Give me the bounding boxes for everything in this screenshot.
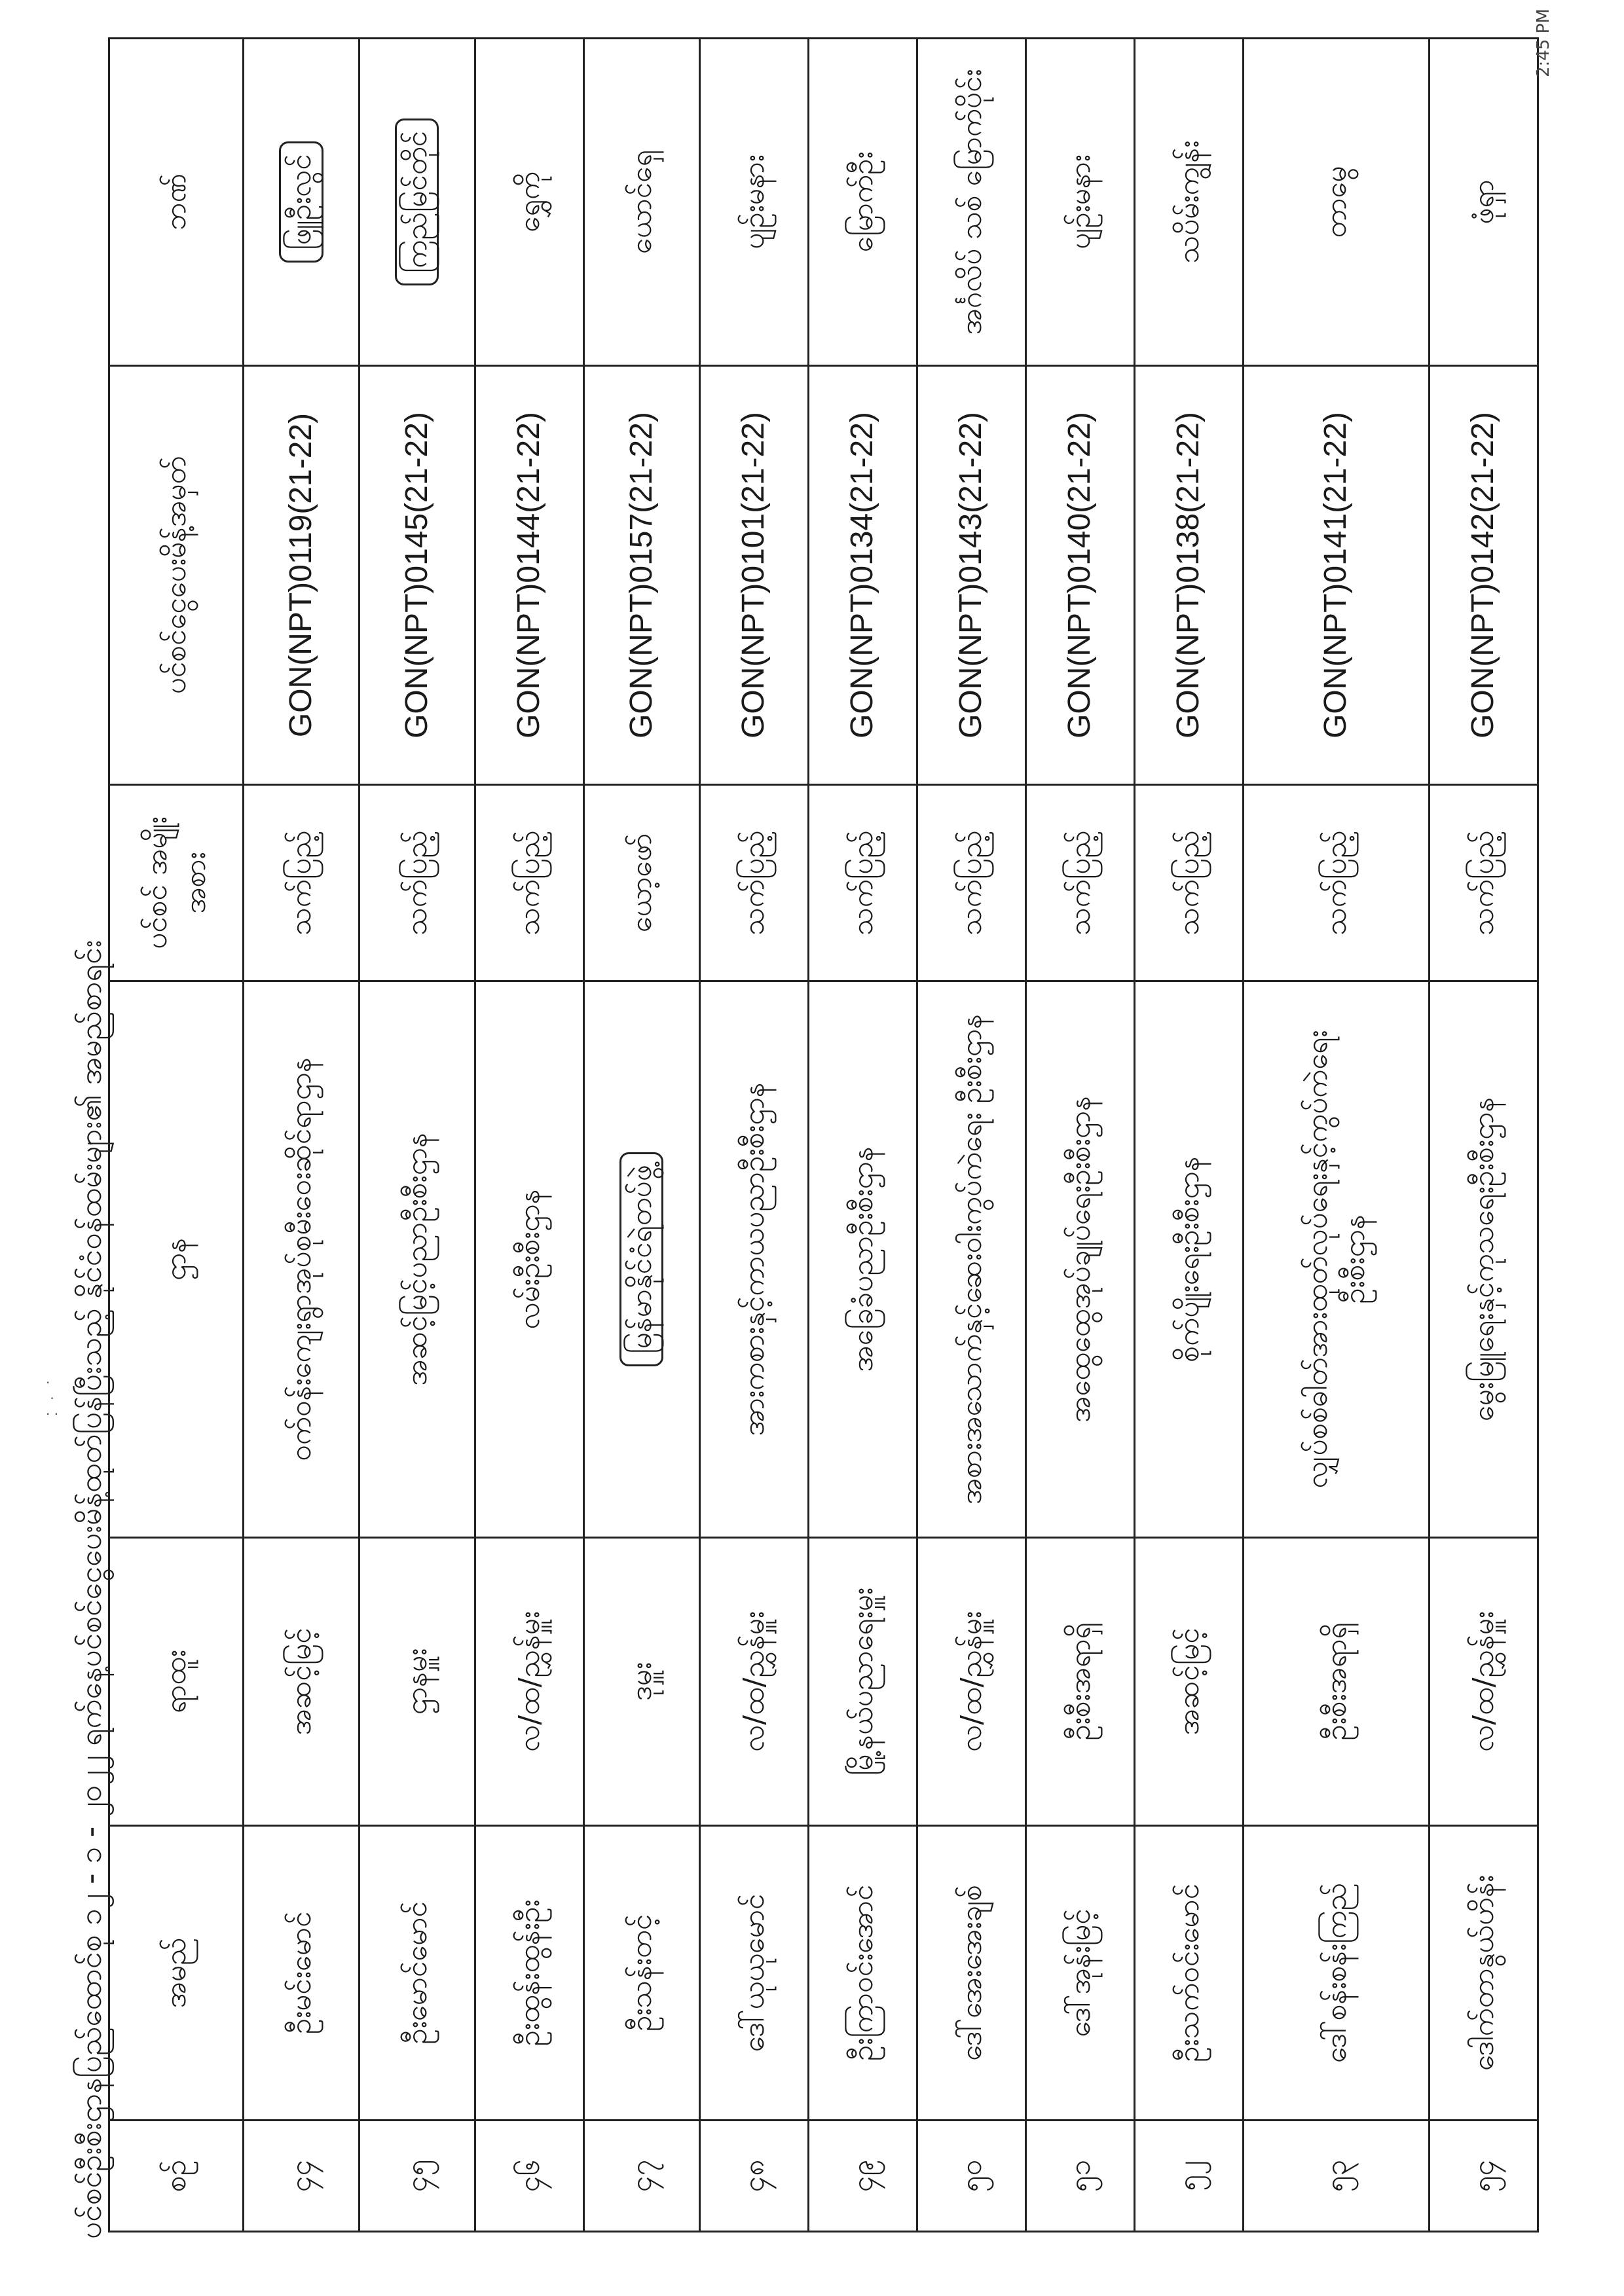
cell-rank: လ/ထ/ညွှန်မှူး [699,1538,808,1826]
cell-office: ပျဉ်းမနား [1026,39,1135,366]
cell-order-no: GON(NPT)0142(21-22) [1429,366,1538,785]
cell-rank: မြို့နယ်ပညာရေးမှူး [808,1538,917,1826]
cell-name: ဒေါ်အုန်းမြင့် [1026,1826,1135,2121]
cell-rank: လ/ထ/ညွှန်မှူး [917,1538,1025,1826]
cell-order-no: GON(NPT)0140(21-22) [1026,366,1135,785]
cell-pension-type: သက်ပြည့် [244,785,360,981]
cell-pension-type: သက်ပြည့် [917,785,1025,981]
cell-pension-type: သက်ပြည့် [1429,785,1538,981]
cell-no: ၅၁ [1026,2121,1135,2232]
cell-name: ဦးမောင်မောင် [359,1826,475,2121]
cell-rank: လ/ထ/ညွှန်မှူး [475,1538,583,1826]
office-label: ကြည်မြင်တိုင် [395,118,439,285]
header-order-no: ပင်စင်ငွေပေးမိန့်အမှတ် [109,366,244,785]
cell-no: ၅၀ [917,2121,1025,2232]
table-row [699,39,808,2232]
cell-department: အခြေခံပညာဦးစီးဌာန [808,981,917,1538]
cell-pension-type: သက်ပြည့် [699,785,808,981]
header-no: စဉ် [109,2121,244,2232]
cell-no: ၅၄ [1429,2121,1538,2232]
cell-order-no: GON(NPT)0144(21-22) [475,366,583,785]
cell-no: ၅၃ [1244,2121,1430,2232]
cell-rank: လ/ထ/ညွှန်မှူး [1429,1538,1538,1826]
cell-pension-type: သက်ပြည့် [359,785,475,981]
cell-name: ဦးသက်ဝင်းမောင် [1135,1826,1244,2121]
cell-order-no: GON(NPT)0138(21-22) [1135,366,1244,785]
cell-office: အင်္ဂလိပ် သစ် မြောက်ပိုင်း [917,39,1025,366]
scan-specks: · · · · [46,1375,59,1422]
cell-office: သပိမ်းကျွန်း [1135,39,1244,366]
cell-rank: အဆင့်မြင့် [244,1538,360,1826]
cell-name: ဦးထွန်းထွန်းဦး [475,1826,583,2121]
table-row [1429,39,1538,2232]
table-row [475,39,583,2232]
cell-no: ၄၄ [244,2121,360,2232]
cell-order-no: GON(NPT)0157(21-22) [583,366,699,785]
header-office: ဘဏ် [109,39,244,366]
cell-pension-type: သက်ပြည့် [808,785,917,981]
cell-no: ၅၂ [1135,2121,1244,2232]
cell-office: ယောင်ရှေ [583,39,699,366]
cell-office: ဖုံရှာ [1429,39,1538,366]
table-row [917,39,1025,2232]
cell-order-no: GON(NPT)0134(21-22) [808,366,917,785]
cell-department [583,981,699,1538]
cell-order-no: GON(NPT)0145(21-22) [359,366,475,785]
cell-department: လမ်းဦးစီးဌာန [475,981,583,1538]
cell-no: ၄၉ [808,2121,917,2232]
cell-department: အထွေထွေအုပ်ချုပ်ရေးဦးစီးဌာန [1026,981,1135,1538]
cell-office: တာမွေ [1244,39,1430,366]
cell-name: ဒေါ်ယုယုမောင် [699,1826,808,2121]
cell-order-no: GON(NPT)0143(21-22) [917,366,1025,785]
cell-pension-type: သက်ပြည့် [1026,785,1135,981]
cell-no: ၄၅ [359,2121,475,2232]
cell-pension-type: သက်ပြည့် [475,785,583,981]
cell-name: ဒေါက်တာနွယ်ဟိန်း [1429,1826,1538,2121]
pension-table [108,37,1539,2232]
cell-department: အစားအသောက်နှင့်ဆေးဝါးကွပ်ကဲရေး ဦးစီးဌာန [917,981,1025,1538]
cell-department: လျှပ်စစ်ဓါတ်အားထုတ်လုပ်ရေးနှင့်ကွပ်ကဲရေး ဦးစီးဌာန [1244,981,1430,1538]
cell-order-no: GON(NPT)0141(21-22) [1244,366,1430,785]
table-row [1244,39,1430,2232]
table-header-row [109,39,244,2232]
cell-no: ၄၇ [583,2121,699,2232]
page-title: ပင်စင်ဦးစီးဌာနပြည်ထောင်စု ၁၂ - ၁ - ၂၀၂၂ ရက်နေ့ပင်စင်ငွေပေးမိန့်ထုတ်ပြန်ပြီးသည့် နိုင်ငံဝန်ထမ်းများ၏ အမည်စာရင်း [73,939,108,2239]
cell-office: ပျဉ်းမနား [699,39,808,366]
pension-table-wrapper [108,39,1539,2232]
cell-department: ဝက်ဝန်းကျေးရွာအုပ်စုမီးဝေးဆိုင်ရာဌာန [244,981,360,1538]
cell-name: ဦးကြာဝင်းအောင် [808,1826,917,2121]
cell-rank: အဆင့်မြင့် [1135,1538,1244,1826]
cell-department: အားကစားနှင့်ကာယပညာဦးစီးဌာန [699,981,808,1538]
cell-name: ဦးမင်းမောင် [244,1826,360,2121]
scan-timestamp: 2:45 PM [1534,9,1553,77]
cell-department: အဆင့်မြင့်ပညာဦးစီးဌာန [359,981,475,1538]
table-row [1026,39,1135,2232]
cell-department: မွေးမြူရေးနှင့်ကုသရေးဦးစီးဌာန [1429,981,1538,1538]
cell-name: ဒေါ်စန်းစန်းကြည် [1244,1826,1430,2121]
cell-department: စိုက်ပျိုးရေးဦးစီးဌာန [1135,981,1244,1538]
table-row [808,39,917,2232]
department-label: မြန်မာနိုင်ငံရဲတပ်ဖွဲ့ [619,1152,663,1366]
cell-office: ရွှေကို [475,39,583,366]
cell-no: ၄၈ [699,2121,808,2232]
office-label: ဖြူဦးလွင် [279,141,323,262]
table-row [359,39,475,2232]
cell-order-no: GON(NPT)0101(21-22) [699,366,808,785]
cell-rank: ဒုမှူး [583,1538,699,1826]
cell-pension-type: ယော့ဖော် [583,785,699,981]
cell-name: ဒေါ်အေးအေးချစ် [917,1826,1025,2121]
cell-pension-type: သက်ပြည့် [1135,785,1244,981]
cell-office [359,39,475,366]
cell-rank: ဦးစီးအရာရှိ [1026,1538,1135,1826]
cell-rank: ဌာနမှူး [359,1538,475,1826]
table-row [1135,39,1244,2232]
table-row [583,39,699,2232]
header-pension-type: ပင်စင် အမျိုးအစား [109,785,244,981]
cell-order-no: GON(NPT)0119(21-22) [244,366,360,785]
cell-no: ၄၆ [475,2121,583,2232]
table-row [244,39,360,2232]
cell-name: ဦးသန်းတင့် [583,1826,699,2121]
header-department: ဌာန [109,981,244,1538]
cell-rank: ဦးစီးအရာရှိ [1244,1538,1430,1826]
cell-office [244,39,360,366]
cell-pension-type: သက်ပြည့် [1244,785,1430,981]
header-rank: ရာထူး [109,1538,244,1826]
cell-office: မြောက်ဦး [808,39,917,366]
header-name: အမည် [109,1826,244,2121]
